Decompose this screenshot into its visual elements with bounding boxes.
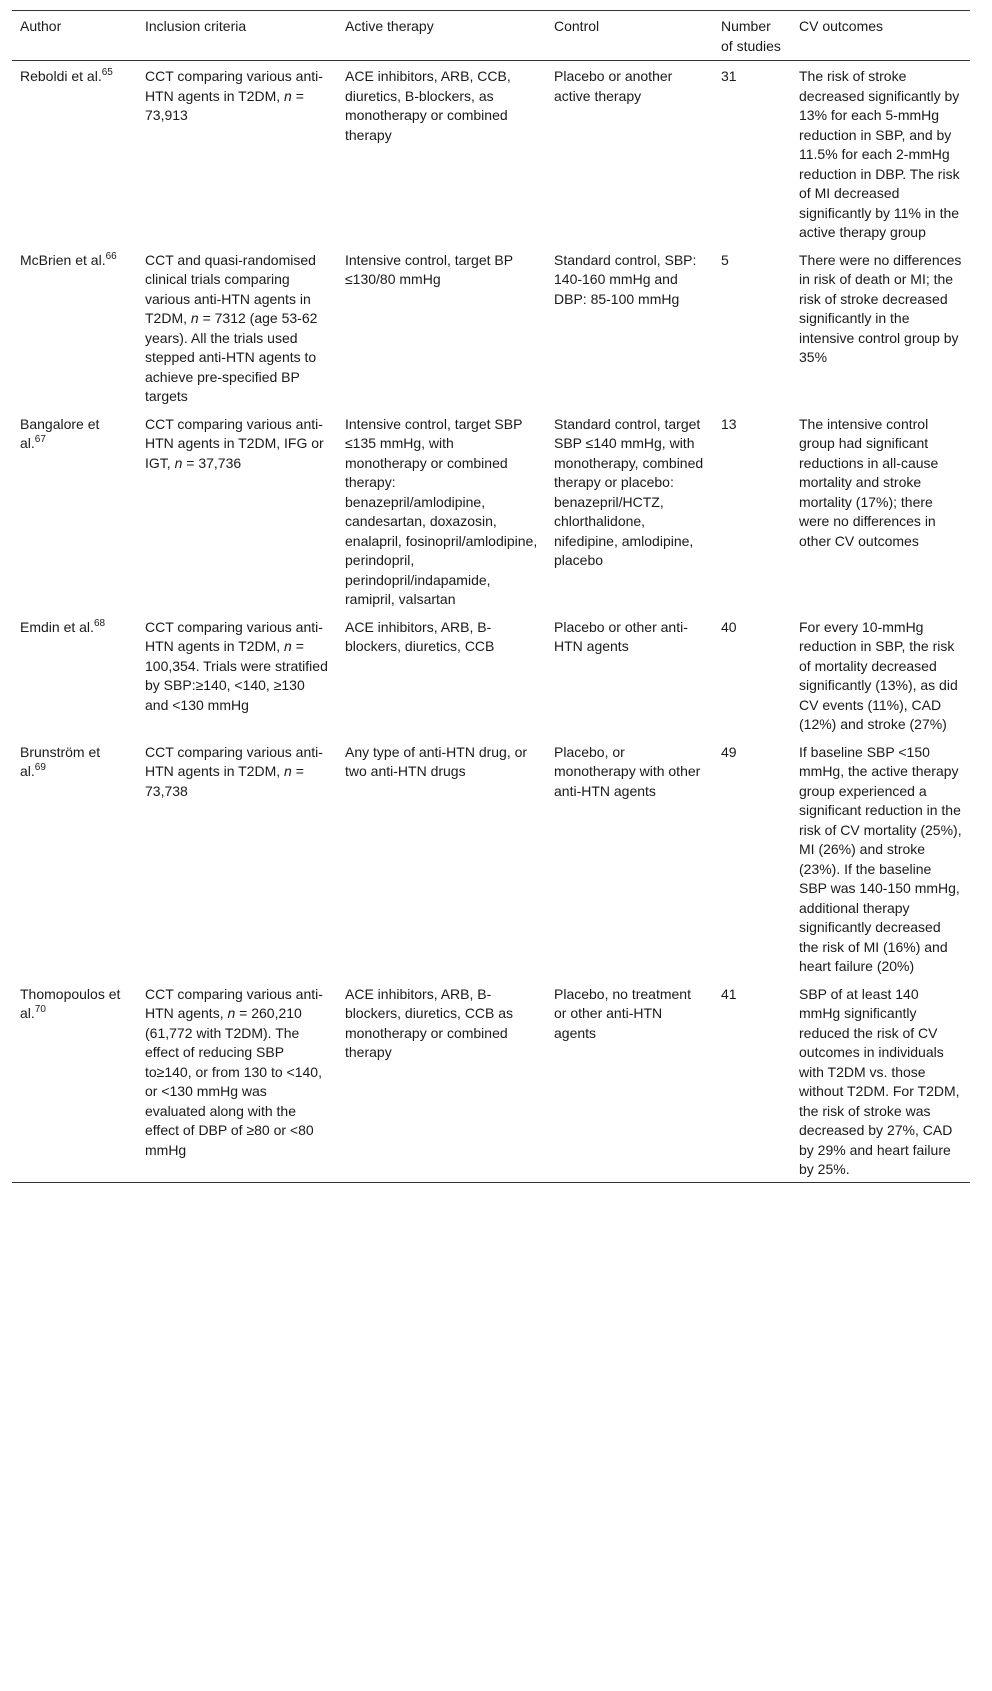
author-name: McBrien et al. — [20, 251, 106, 268]
inclusion-text-cont: = 37,736 — [182, 454, 242, 471]
cell-control: Standard control, target SBP ≤140 mmHg, with monotherapy, combined therapy or placebo: benazepril/HCTZ, chlorthalidone, nifedipine, amlodipine, placebo — [554, 415, 704, 568]
table-header — [12, 11, 970, 61]
cell-cv: There were no differences in risk of death or MI; the risk of stroke decreased significantly in the intensive control group by 35% — [799, 251, 962, 365]
cell-number: 31 — [721, 68, 737, 84]
reference-number: 66 — [105, 250, 117, 262]
header-control: Control — [554, 18, 600, 34]
inclusion-text: CCT comparing various anti-HTN agents in T2DM, — [145, 68, 323, 104]
table-body — [12, 61, 970, 1183]
author-name: Brunström et al. — [20, 743, 101, 779]
inclusion-text: CCT comparing various anti-HTN agents, — [145, 985, 323, 1021]
cell-control: Placebo, no treatment or other anti-HTN agents — [554, 985, 691, 1041]
cell-active: ACE inhibitors, ARB, B-blockers, diuretics, CCB as monotherapy or combined therapy — [345, 985, 514, 1060]
inclusion-text-cont: = 260,210 (61,772 with T2DM). The effect of reducing SBP to≥140, or from 130 to <140, or <130 mmHg was evaluated along with the effect of DBP of ≥80 or <80 mmHg — [145, 1005, 322, 1158]
author-name: Emdin et al. — [20, 618, 94, 635]
cell-number: 49 — [721, 743, 737, 760]
cell-control: Placebo or another active therapy — [554, 68, 673, 104]
cell-active: ACE inhibitors, ARB, CCB, diuretics, B-blockers, as monotherapy or combined therapy — [345, 68, 511, 143]
cell-author — [12, 409, 137, 612]
header-active: Active therapy — [345, 18, 434, 34]
cell-cv: If baseline SBP <150 mmHg, the active therapy group experienced a significant reduction in the risk of CV mortality (25%), MI (26%) and stroke (23%). If the baseline SBP was 140-150 mmHg, additional therapy significantly decreased the risk of MI (16%) and heart failure (20%) — [799, 743, 962, 974]
cell-active: ACE inhibitors, ARB, B-blockers, diuretics, CCB — [345, 618, 495, 654]
inclusion-text: CCT comparing various anti-HTN agents in T2DM, — [145, 618, 323, 654]
trials-table — [12, 10, 970, 1183]
cell-inclusion — [137, 737, 337, 979]
header-number: Number of studies — [721, 18, 781, 54]
reference-number: 70 — [34, 1004, 46, 1015]
cell-author — [12, 61, 137, 245]
table-row — [12, 61, 970, 245]
cell-inclusion — [137, 409, 337, 612]
author-name: Bangalore et al. — [20, 415, 100, 451]
cell-inclusion — [137, 979, 337, 1183]
table-row — [12, 409, 970, 612]
cell-inclusion — [137, 612, 337, 737]
cell-inclusion — [137, 245, 337, 409]
n-symbol: n — [190, 310, 199, 326]
table-row — [12, 737, 970, 979]
cell-cv: SBP of at least 140 mmHg significantly reduced the risk of CV outcomes in individuals with T2DM vs. those without T2DM. For T2DM, the risk of stroke was decreased by 27%, CAD by 29% and heart failure by 25%. — [799, 985, 960, 1177]
table-row — [12, 245, 970, 409]
n-symbol: n — [284, 87, 292, 104]
n-symbol: n — [227, 1005, 236, 1021]
cell-control: Placebo, or monotherapy with other anti-HTN agents — [554, 743, 701, 799]
cell-author — [12, 245, 137, 409]
cell-control: Placebo or other anti-HTN agents — [554, 618, 688, 654]
cell-cv: The risk of stroke decreased significantly by 13% for each 5-mmHg reduction in SBP, and by 11.5% for each 2-mmHg reduction in DBP. The risk of MI decreased significantly by 11% in the active therapy group — [799, 68, 960, 240]
inclusion-text-cont: = 100,354. Trials were stratified by SBP:≥140, <140, ≥130 and <130 mmHg — [145, 638, 328, 713]
inclusion-text: CCT comparing various anti-HTN agents in T2DM, — [145, 743, 323, 779]
cell-active: Intensive control, target SBP ≤135 mmHg, with monotherapy or combined therapy: benazepril/amlodipine, candesartan, doxazosin, enalapril, fosinopril/amlodipine, perindopril, perindopril/indapamide, ramipril, valsartan — [345, 415, 538, 607]
cell-active: Intensive control, target BP ≤130/80 mmHg — [345, 251, 513, 287]
cell-cv: For every 10-mmHg reduction in SBP, the risk of mortality decreased significantly (13%), as did CV events (11%), CAD (12%) and stroke (27%) — [799, 618, 958, 732]
reference-number: 69 — [34, 762, 46, 773]
inclusion-text-cont: = 73,738 — [145, 763, 304, 799]
reference-number: 65 — [101, 67, 113, 78]
inclusion-text-cont: = 73,913 — [145, 87, 304, 123]
cell-control: Standard control, SBP: 140-160 mmHg and DBP: 85-100 mmHg — [554, 251, 697, 307]
header-inclusion: Inclusion criteria — [145, 18, 247, 34]
cell-cv: The intensive control group had significant reductions in all-cause mortality and stroke mortality (17%); there were no differences in other CV outcomes — [799, 415, 939, 549]
author-name: Thomopoulos et al. — [20, 985, 121, 1021]
cell-author — [12, 737, 137, 979]
n-symbol: n — [174, 454, 183, 471]
cell-number: 5 — [721, 251, 729, 268]
n-symbol: n — [284, 763, 292, 779]
header-cv: CV outcomes — [799, 18, 884, 34]
cell-number: 40 — [721, 618, 737, 635]
header-author: Author — [20, 18, 62, 34]
cell-number: 41 — [721, 985, 737, 1002]
header-row — [12, 11, 970, 61]
reference-number: 68 — [93, 617, 106, 629]
cell-inclusion — [137, 61, 337, 245]
cell-active: Any type of anti-HTN drug, or two anti-HTN drugs — [345, 743, 528, 779]
cell-author — [12, 612, 137, 737]
table-row — [12, 612, 970, 737]
author-name: Reboldi et al. — [20, 68, 102, 84]
inclusion-text: CCT comparing various anti-HTN agents in T2DM, IFG or IGT, — [145, 415, 324, 471]
n-symbol: n — [284, 638, 292, 654]
reference-number: 67 — [34, 434, 46, 445]
cell-number: 13 — [721, 415, 737, 432]
cell-author — [12, 979, 137, 1183]
inclusion-text: CCT and quasi-randomised clinical trials comparing various anti-HTN agents in T2DM, — [145, 251, 316, 326]
table-row — [12, 979, 970, 1183]
inclusion-text-cont: = 7312 (age 53-62 years). All the trials used stepped anti-HTN agents to achieve pre-specified BP targets — [145, 310, 318, 404]
